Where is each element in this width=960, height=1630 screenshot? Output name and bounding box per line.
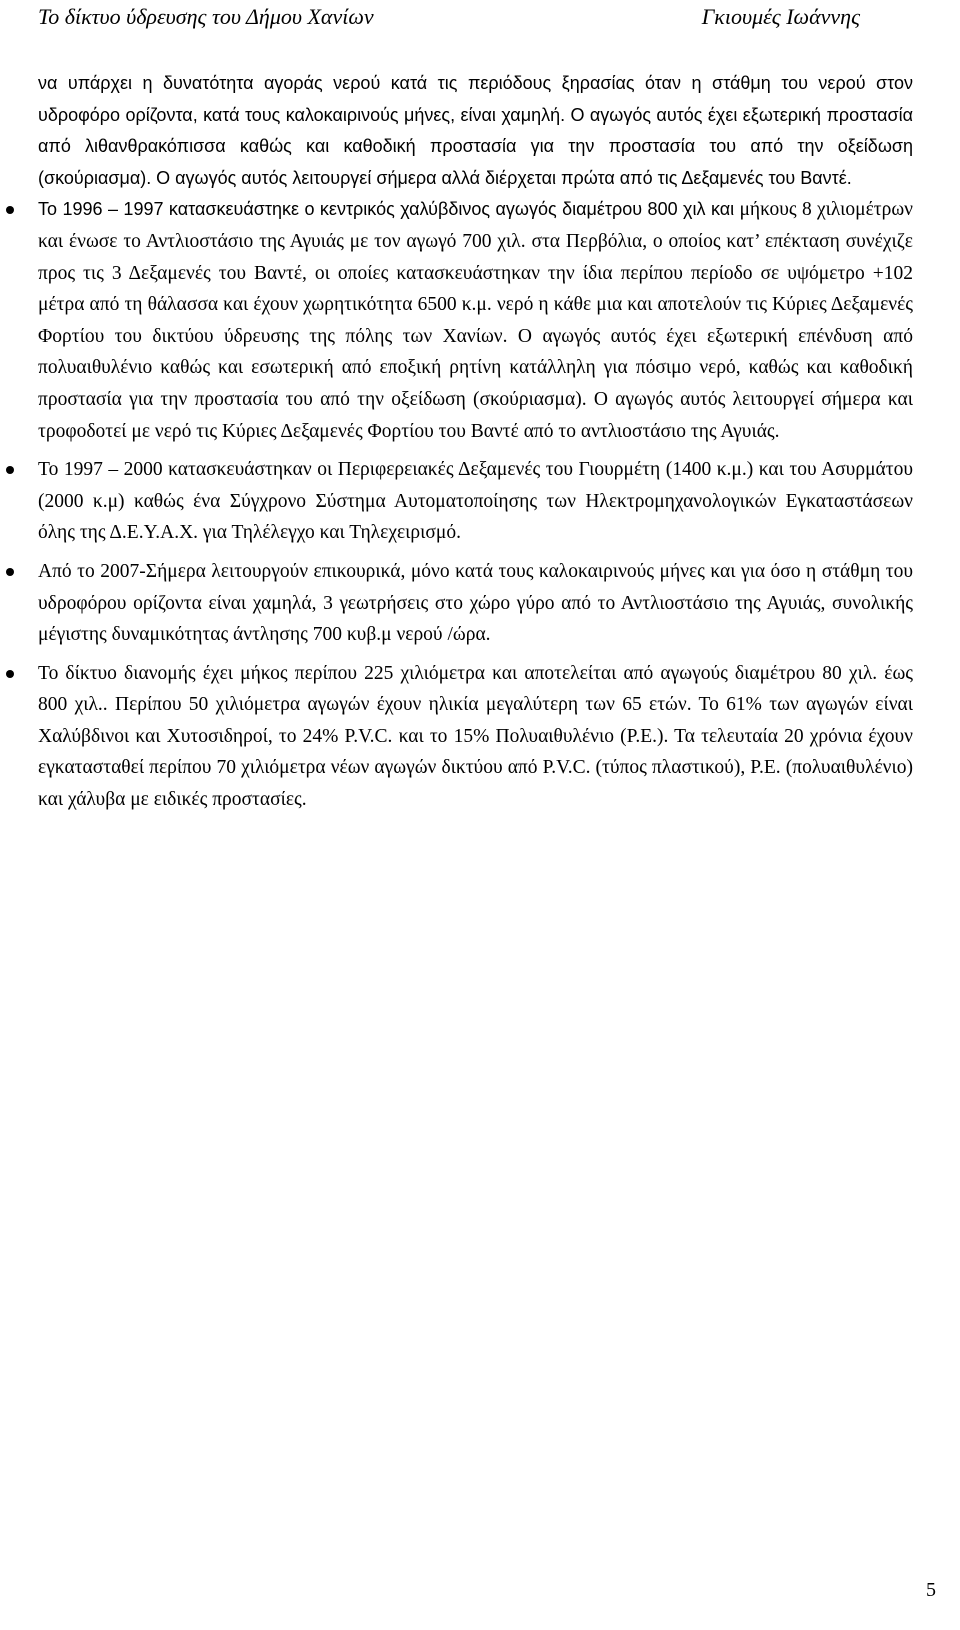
bullet-icon (6, 194, 16, 226)
page-header (38, 2, 860, 38)
list-item-text: μήκους 8 χιλιομέτρων και ένωσε το Αντλιοστάσιο της Αγυιάς με τον αγωγό 700 χιλ. στα Περβόλια, ο οποίος κατ’ επέκταση συνέχιζε προς τις 3 Δεξαμενές του Βαντέ, οι οποίες κατασκευάστηκαν την ίδια περίπου περίοδο σε υψόμετρο +102 μέτρα από τη θάλασσα και έχουν χωρητικότητα 6500 κ.μ. νερό η κάθε μια και αποτελούν τις Κύριες Δεξαμενές Φορτίου του δικτύου ύδρευσης της πόλης των Χανίων. Ο αγωγός αυτός έχει εξωτερική επένδυση από πολυαιθυλένιο καθώς και εσωτερική από εποξική ρητίνη κατάλληλη για πόσιμο νερό, καθώς και καθοδική προστασία για την προστασία του από την οξείδωση (σκούριασμα). Ο αγωγός αυτός λειτουργεί σήμερα και τροφοδοτεί με νερό τις Κύριες Δεξαμενές Φορτίου του Βαντέ από το αντλιοστάσιο της Αγυιάς. (38, 199, 914, 442)
document-body (38, 68, 913, 823)
page-number: 5 (926, 1579, 936, 1601)
list-item (38, 658, 913, 816)
header-author: Γκιουμές Ιωάννης (701, 4, 860, 29)
intro-paragraph (38, 68, 913, 194)
header-document-title: Το δίκτυο ύδρευσης του Δήμου Χανίων (38, 4, 374, 29)
list-item-text: Το δίκτυο διανομής έχει μήκος περίπου 225 χιλιόμετρα και αποτελείται από αγωγούς διαμέτρου 80 χιλ. έως 800 χιλ.. Περίπου 50 χιλιόμετρα αγωγών έχουν ηλικία μεγαλύτερη των 65 ετών. Το 61% των αγωγών είναι Χαλύβδινοι και Χυτοσιδηροί, το 24% P.V.C. και το 15% Πολυαιθυλένιο (Ρ.Ε.). Τα τελευταία 20 χρόνια έχουν εγκατασταθεί περίπου 70 χιλιόμετρα νέων αγωγών δικτύου από P.V.C. (τύπος πλαστικού), Ρ.Ε. (πολυαιθυλένιο) και χάλυβα με ειδικές προστασίες. (38, 662, 913, 811)
list-item-text: Από το 2007-Σήμερα λειτουργούν επικουρικά, μόνο κατά τους καλοκαιρινούς μήνες και για όσο η στάθμη του υδροφόρου ορίζοντα είναι χαμηλά, 3 γεωτρήσεις στο χώρο γύρο από το Αντλιοστάσιο της Αγυιάς, συνολικής μέγιστης δυναμικότητας άντλησης 700 κυβ.μ νερού /ώρα. (38, 560, 913, 646)
intro-text-part-2: Ο αγωγός αυτός λειτουργεί σήμερα αλλά διέρχεται πρώτα από τις Δεξαμενές του Βαντέ. (156, 167, 852, 188)
bullet-icon (6, 454, 16, 486)
list-item-text: Το 1997 – 2000 κατασκευάστηκαν οι Περιφερειακές Δεξαμενές του Γιουρμέτη (1400 κ.μ.) και του Ασυρμάτου (2000 κ.μ) καθώς ένα Σύγχρονο Σύστημα Αυτοματοποίησης των Ηλεκτρομηχανολογικών Εγκαταστάσεων όλης της Δ.Ε.Υ.Α.Χ. για Τηλέλεγχο και Τηλεχειρισμό. (38, 459, 913, 544)
intro-text-part-1: να υπάρχει η δυνατότητα αγοράς νερού κατά τις περιόδους ξηρασίας όταν η στάθμη του νερού στον υδροφόρο ορίζοντα, κατά τους καλοκαιρινούς μήνες, είναι χαμηλή. Ο αγωγός αυτός έχει εξωτερική προστασία από λιθανθρακόπισσα καθώς και καθοδική προστασία για την προστασία του από την οξείδωση (σκούριασμα). (38, 73, 913, 188)
bullet-icon (6, 556, 16, 588)
list-item (38, 556, 913, 651)
bullet-icon (6, 658, 16, 690)
list-item-lead-text: Το 1996 – 1997 κατασκευάστηκε ο κεντρικός χαλύβδινος αγωγός διαμέτρου 800 χιλ και (38, 199, 735, 220)
list-item (38, 194, 913, 447)
list-item (38, 454, 913, 549)
